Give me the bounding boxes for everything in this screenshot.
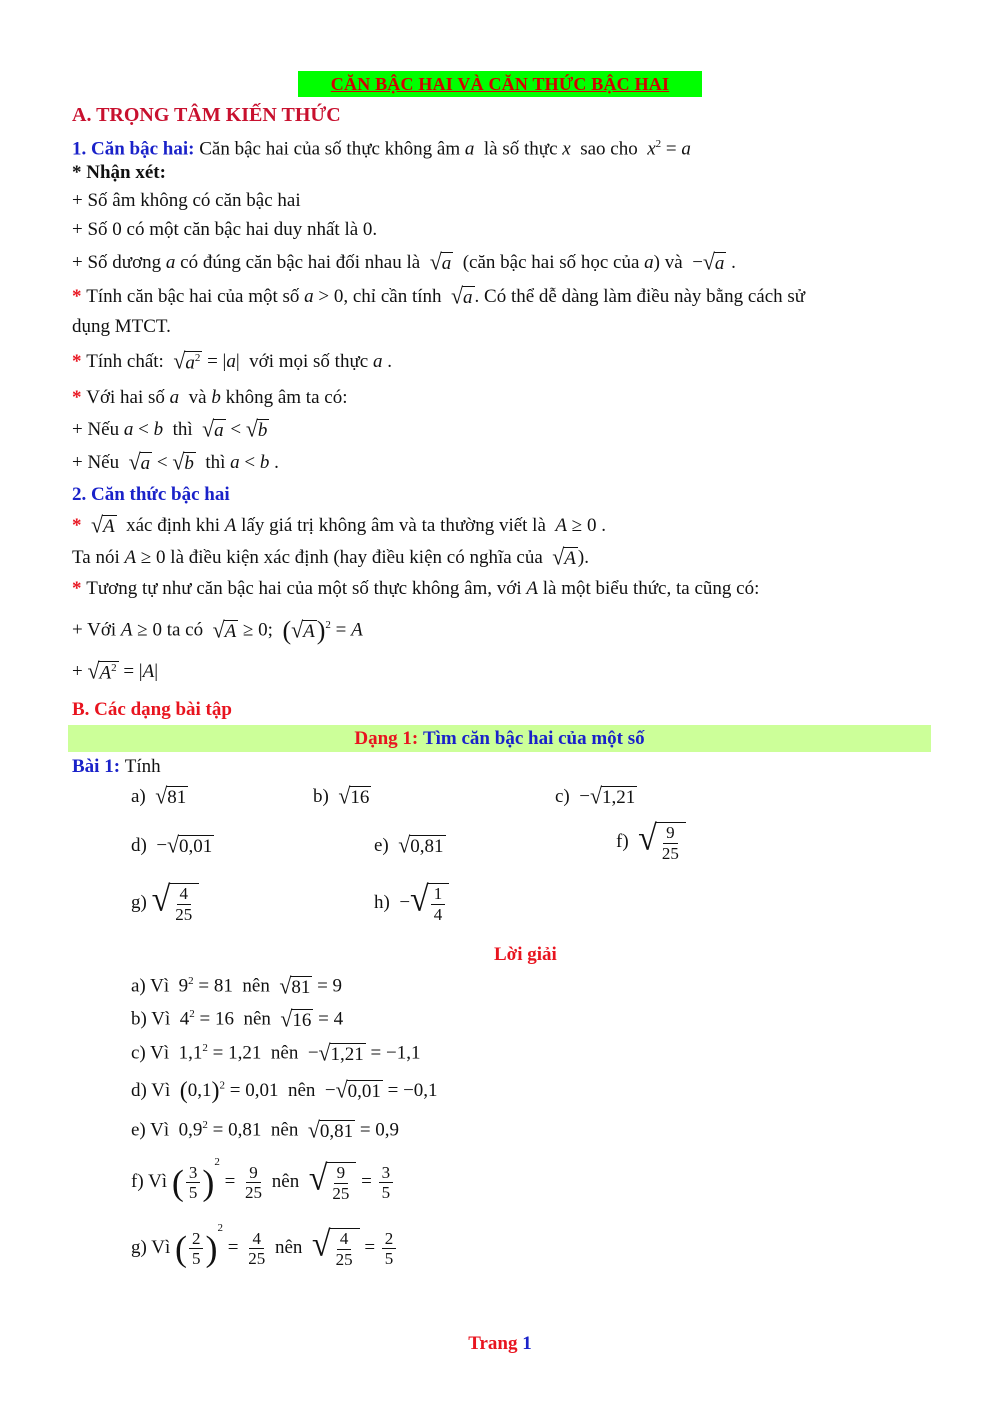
ct5-line: + Với A ≥ 0 ta có √ A ≥ 0; ( √ A )$^2$ = A [72,615,363,645]
neu-line-2: + Nếu √ a < √ b thì a < b . [72,449,279,475]
s1-text3: sao cho [580,138,638,160]
page-title: CĂN BẬC HAI VÀ CĂN THỨC BẬC HAI [298,71,702,97]
ex-f: f) √ $\frac{9}{25}$ [616,822,686,863]
ex-c: c) − √ 1,21 [555,783,636,809]
ex-h: h) − √ $\frac{1}{4}$ [374,883,449,924]
section-b-heading: B. Các dạng bài tập [72,699,232,720]
sol-e: e) Vì $0,9^2 = 0,81$ nên √ 0,81 = 0,9 [131,1116,400,1143]
nx1: + Số âm không có căn bậc hai [72,190,301,211]
nhanxet-heading: * Nhận xét: [72,162,166,183]
tinhchat-line: * Tính chất: √ $a^2$ = |a| với mọi số thực a . [72,348,392,374]
page-number: 1 [522,1333,532,1354]
s1-text: Căn bậc hai của số thực không âm [199,138,461,160]
sol-c: c) Vì $1,1^2 = 1,21$ nên − √ 1,21 = −1,1 [131,1039,421,1066]
sol-b: b) Vì $4^2 = 16$ nên √ 16 = 4 [131,1005,344,1032]
ex-e: e) √ 0,81 [374,832,444,858]
ex-g: g) √ $\frac{4}{25}$ [131,883,199,924]
definition-line: 1. Căn bậc hai: Căn bậc hai của số thực không âm a là số thực x sao cho $x^2 = a$ [72,138,691,160]
ct4-line: * Tương tự như căn bậc hai của một số thực không âm, với A là một biểu thức, ta cũng có: [72,578,760,599]
page-footer [0,1333,1000,1355]
voihai-line: * Với hai số a và b không âm ta có: [72,387,348,408]
dang1-band: Dạng 1: Tìm căn bậc hai của một số [68,725,931,752]
ex-b: b) √ 16 [313,783,370,809]
sol-f: f) Vì ( $\frac{3}{5}$ )$^2$ = $\frac{9}{25}$ nên √ $\frac{9}{25}$ = $\frac{3}{5}$ [131,1156,395,1203]
neu-line-1: + Nếu a < b thì √ a < √ b [72,416,268,442]
s2-heading: 2. Căn thức bậc hai [72,484,230,505]
ex-d: d) − √ 0,01 [131,832,213,858]
loigiai-heading: Lời giải [494,944,557,965]
ct1-line: * √ A xác định khi A lấy giá trị không âm và ta thường viết là A ≥ 0 . [72,512,606,538]
s1-heading: 1. Căn bậc hai: [72,138,195,160]
ct3-line: Ta nói A ≥ 0 là điều kiện xác định (hay điều kiện có nghĩa của √ A ). [72,544,589,570]
nx2: + Số 0 có một căn bậc hai duy nhất là 0. [72,219,378,240]
sol-g: g) Vì ( $\frac{2}{5}$ )$^2$ = $\frac{4}{25}$ nên √ $\frac{4}{25}$ = $\frac{2}{5}$ [131,1222,398,1269]
ex-a: a) √ 81 [131,783,187,809]
ct6-line: + √ $A^2$ = |A| [72,658,159,684]
sol-a: a) Vì $9^2 = 81$ nên √ 81 = 9 [131,972,343,999]
sol-d: d) Vì $(0,1)^2 = 0,01$ nên − √ 0,01 = −0,1 [131,1077,438,1104]
section-a-heading: A. TRỌNG TÂM KIẾN THỨC [72,104,341,126]
s1-text2: là số thực [483,138,558,160]
bai1-line: Bài 1: Tính [72,756,161,777]
nx3: + Số dương a có đúng căn bậc hai đối nhau là √ a (căn bậc hai số học của a) và − √ a . [72,249,736,275]
tinh-line-2: dụng MTCT. [72,316,171,337]
tinh-line: * Tính căn bậc hai của một số a > 0, chỉ cần tính √ a . Có thể dễ dàng làm điều này bằng cách sử [72,283,806,309]
footer-label: Trang [468,1333,518,1354]
